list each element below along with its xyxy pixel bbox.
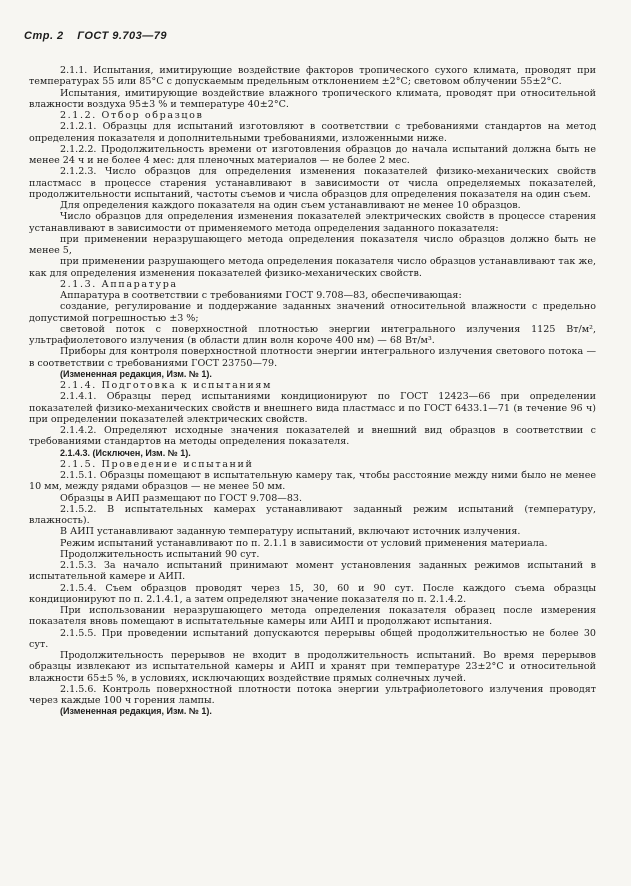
paragraph: Число образцов для определения изменения показателей электрических свойств в процессе старения устанавливают в зависимости от применяемого метода определения заданного показателя:	[29, 211, 596, 234]
section-heading: 2.1.5. Проведение испытаний	[60, 458, 254, 470]
paragraph: 2.1.5.3. За начало испытаний принимают момент установления заданных режимов испытаний в испытательной камере и АИП.	[29, 560, 596, 583]
paragraph: Образцы в АИП размещают по ГОСТ 9.708—83.	[60, 492, 303, 504]
paragraph: 2.1.2.1. Образцы для испытаний изготовляют в соответствии с требованиями стандартов на метод определения показателя и дополнительными требованиями, изложенными ниже.	[29, 121, 596, 144]
paragraph: Продолжительность перерывов не входит в продолжительность испытаний. Во время перерывов образцы извлекают из испытательной камеры и АИП и хранят при температуре 23±2°С и относительной влажности 65±5 %, в условиях, исключающих воздействие прямых солнечных лучей.	[29, 650, 596, 684]
paragraph: при применении разрушающего метода определения показателя число образцов устанавливают так же, как для определения изменения показателей физико-механических свойств.	[29, 256, 596, 279]
paragraph: создание, регулирование и поддержание заданных значений относительной влажности с предельно допустимой погрешностью ±3 %;	[29, 301, 596, 324]
amendment-note: 2.1.4.3. (Исключен, Изм. № 1).	[60, 447, 191, 458]
paragraph: 2.1.1. Испытания, имитирующие воздействие факторов тропического сухого климата, проводят при температурах 55 или 85°С с допускаемым предельным отклонением ±2°С; световом облучении 55±2°С.	[29, 65, 596, 88]
paragraph: Для определения каждого показателя на один съем устанавливают не менее 10 образцов.	[60, 200, 521, 211]
amendment-note: (Измененная редакция, Изм. № 1).	[60, 368, 212, 379]
paragraph: Приборы для контроля поверхностной плотности энергии интегрального излучения светового потока — в соответствии с требованиями ГОСТ 23750—79.	[29, 346, 596, 369]
section-heading: 2.1.3. Аппаратура	[60, 278, 178, 290]
paragraph: 2.1.4.2. Определяют исходные значения показателей и внешний вид образцов в соответствии с требованиями стандартов на методы определения показателя.	[29, 425, 596, 448]
paragraph: Режим испытаний устанавливают по п. 2.1.1 в зависимости от условий применения материала.	[60, 537, 548, 549]
paragraph: световой поток с поверхностной плотностью энергии интегрального излучения 1125 Вт/м², ультрафиолетового излучения (в области длин волн короче 400 нм) — 68 Вт/м³.	[29, 323, 596, 346]
paragraph: Продолжительность испытаний 90 сут.	[60, 548, 260, 560]
paragraph: 2.1.4.1. Образцы перед испытаниями кондиционируют по ГОСТ 12423—66 при определении показателей физико-механических свойств и внешнего вида пластмасс и по ГОСТ 6433.1—71 (в течение 96 ч) при определении показателей электрических свойств.	[29, 391, 596, 425]
paragraph: 2.1.5.5. При проведении испытаний допускаются перерывы общей продолжительностью не более 30 сут.	[29, 627, 596, 650]
paragraph: 2.1.2.3. Число образцов для определения изменения показателей физико-механических свойств пластмасс в процессе старения устанавливают в зависимости от числа определяемых показателей, продолжительности испытаний, частоты съемов и числа образцов для определения показателя на один съем.	[29, 166, 596, 200]
paragraph: В АИП устанавливают заданную температуру испытаний, включают источник излучения.	[60, 526, 521, 538]
paragraph: 2.1.5.4. Съем образцов проводят через 15, 30, 60 и 90 сут. После каждого съема образцы кондиционируют по п. 2.1.4.1, а затем определяют значение показателя по п. 2.1.4.2.	[29, 582, 596, 605]
page-number: Стр. 2	[24, 30, 64, 42]
paragraph: 2.1.5.6. Контроль поверхностной плотности потока энергии ультрафиолетового излучения проводят через каждые 100 ч горения лампы.	[29, 683, 596, 706]
paragraph: при применении неразрушающего метода определения показателя число образцов должно быть не менее 5,	[29, 233, 596, 256]
paragraph: Испытания, имитирующие воздействие влажного тропического климата, проводят при относительной влажности воздуха 95±3 % и температуре 40±2°С.	[29, 87, 596, 110]
amendment-note: (Измененная редакция, Изм. № 1).	[60, 706, 212, 717]
paragraph: Аппаратура в соответствии с требованиями ГОСТ 9.708—83, обеспечивающая:	[60, 290, 462, 301]
document-body	[29, 65, 596, 718]
page-header	[24, 30, 177, 42]
paragraph: 2.1.2.2. Продолжительность времени от изготовления образцов до начала испытаний должна быть не менее 24 ч и не более 4 мес: для пленочных материалов — не более 2 мес.	[29, 143, 596, 166]
paragraph: 2.1.5.1. Образцы помещают в испытательную камеру так, чтобы расстояние между ними было не менее 10 мм, между рядами образцов — не менее 50 мм.	[29, 470, 596, 493]
section-heading: 2.1.2. Отбор образцов	[60, 110, 204, 121]
paragraph: 2.1.5.2. В испытательных камерах устанавливают заданный режим испытаний (температуру, влажность).	[29, 503, 596, 526]
paragraph: При использовании неразрушающего метода определения показателя образец после измерения показателя вновь помещают в испытательные камеры или АИП и продолжают испытания.	[29, 605, 596, 628]
standard-code: ГОСТ 9.703—79	[77, 30, 167, 42]
section-heading: 2.1.4. Подготовка к испытаниям	[60, 380, 272, 391]
